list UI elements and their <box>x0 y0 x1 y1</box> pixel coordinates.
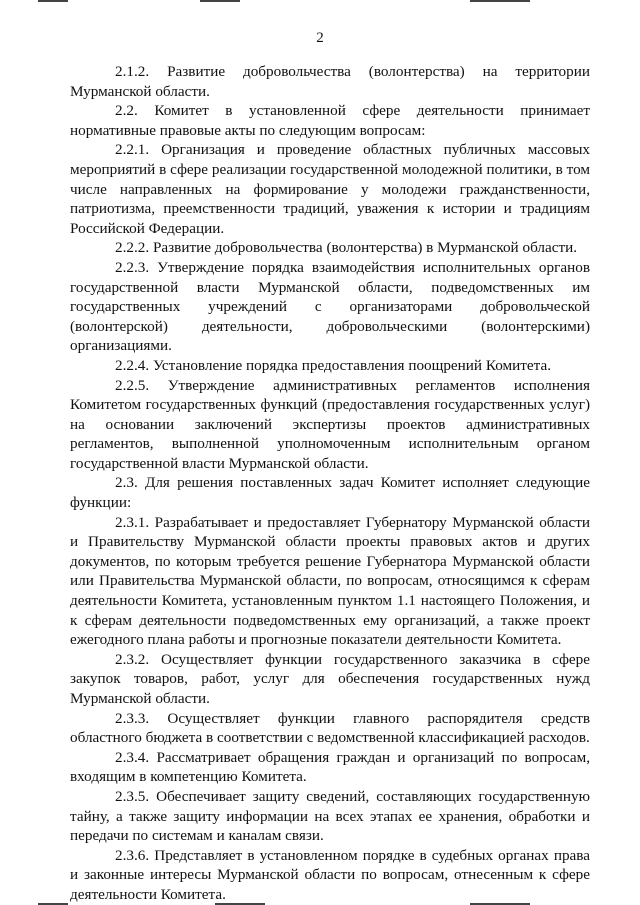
paragraph-2-2: 2.2. Комитет в установленной сфере деятельности принимает нормативные правовые акты по следующим вопросам: <box>70 102 590 139</box>
paragraph-2-2-5: 2.2.5. Утверждение административных регламентов исполнения Комитетом государственных функций (предоставления государственных услуг) на основании заключений экспертизы проектов административных регламентов, выполненной уполномоченным исполнительным органом государственной власти Мурманской области. <box>70 376 590 472</box>
document-body <box>70 62 590 905</box>
scan-edge-mark <box>38 0 68 2</box>
scan-edge-mark <box>200 0 240 2</box>
paragraph-2-3-2: 2.3.2. Осуществляет функции государственного заказчика в сфере закупок товаров, работ, услуг для обеспечения государственных нужд Мурманской области. <box>70 650 590 707</box>
paragraph-2-3-6: 2.3.6. Представляет в установленном порядке в судебных органах права и законные интересы Мурманской области по вопросам, отнесенным к сфере деятельности Комитета. <box>70 846 590 903</box>
paragraph-2-3-3: 2.3.3. Осуществляет функции главного распорядителя средств областного бюджета в соответствии с ведомственной классификацией расходов. <box>70 709 590 747</box>
paragraph-2-2-4: 2.2.4. Установление порядка предоставления поощрений Комитета. <box>115 356 551 374</box>
paragraph-2-3: 2.3. Для решения поставленных задач Комитет исполняет следующие функции: <box>70 474 590 512</box>
paragraph-2-1-2: 2.1.2. Развитие добровольчества (волонтерства) на территории Мурманской области. <box>70 63 590 100</box>
scan-edge-mark <box>470 0 530 2</box>
paragraph-2-3-4: 2.3.4. Рассматривает обращения граждан и организаций по вопросам, входящим в компетенцию Комитета. <box>70 748 590 786</box>
page-number: 2 <box>316 30 324 46</box>
paragraph-2-3-1: 2.3.1. Разрабатывает и предоставляет Губернатору Мурманской области и Правительству Мурманской области проекты правовых актов и других документов, по которым требуется решение Губернатора Мурманской области или Правительства Мурманской области, по вопросам, относящимся к сферам деятельности Комитета, установленным пунктом 1.1 настоящего Положения, и к сферам деятельности подведомственных ему организаций, а также проект ежегодного плана работы и прогнозные показатели деятельности Комитета. <box>70 513 590 649</box>
paragraph-2-2-1: 2.2.1. Организация и проведение областных публичных массовых мероприятий в сфере реализации государственной молодежной политики, в том числе направленных на формирование у молодежи гражданственности, патриотизма, преемственности традиций, уважения к истории и традициям Российской Федерации. <box>70 141 590 237</box>
paragraph-2-2-2: 2.2.2. Развитие добровольчества (волонтерства) в Мурманской области. <box>115 239 578 257</box>
paragraph-2-3-5: 2.3.5. Обеспечивает защиту сведений, составляющих государственную тайну, а также защиту информации на всех этапах ее хранения, обработки и передачи по системам и каналам связи. <box>70 787 590 845</box>
paragraph-2-2-3: 2.2.3. Утверждение порядка взаимодействия исполнительных органов государственной власти Мурманской области, подведомственных им государственных учреждений с организаторами добровольческой (волонтерской) деятельности, добровольческими (волонтерскими) организациями. <box>70 258 590 355</box>
